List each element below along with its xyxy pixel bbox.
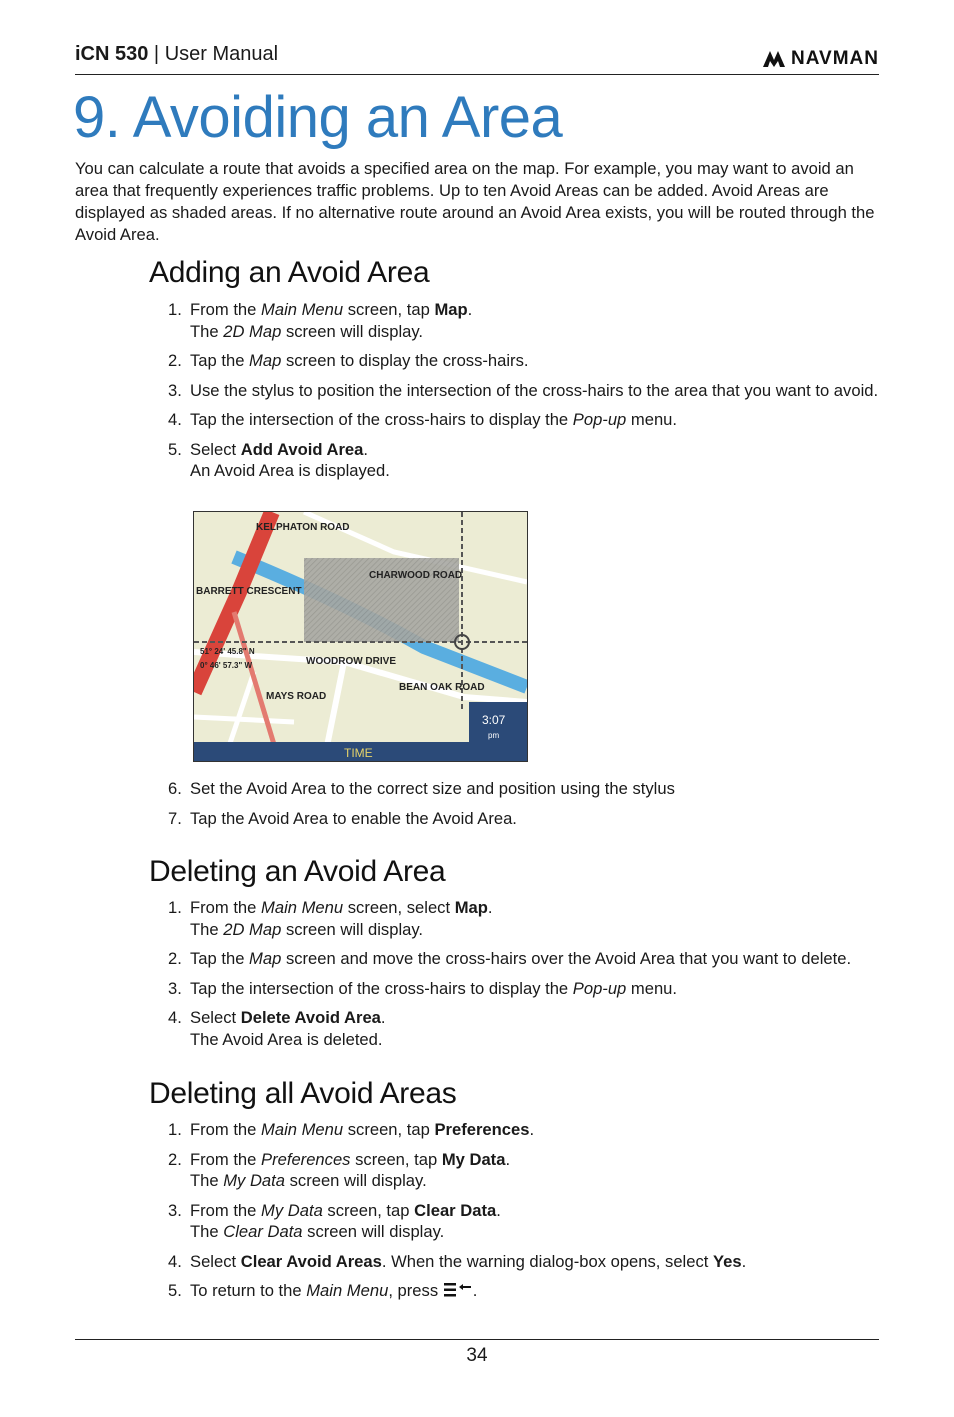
- clock-value: 3:07: [482, 713, 506, 727]
- list-item: 6. Set the Avoid Area to the correct size and position using the stylus: [168, 779, 675, 798]
- header-title: [75, 43, 278, 66]
- heading-deleting-all-avoid-areas: Deleting all Avoid Areas: [149, 1077, 457, 1110]
- deleting-steps: [168, 897, 888, 1058]
- list-item: 1. From the Main Menu screen, select Map. The 2D Map screen will display.: [168, 898, 493, 939]
- page-header: [75, 40, 879, 75]
- list-item: 1. From the Main Menu screen, tap Map. The 2D Map screen will display.: [168, 300, 473, 341]
- list-item: 4. Select Delete Avoid Area. The Avoid Area is deleted.: [168, 1008, 386, 1049]
- adding-steps-part1: [168, 299, 888, 490]
- brand-logo: [761, 48, 879, 70]
- footer-divider: [75, 1339, 879, 1340]
- list-item: 3. Tap the intersection of the cross-hairs to display the Pop-up menu.: [168, 978, 678, 998]
- adding-steps-part2: [168, 778, 888, 837]
- list-item: 7. Tap the Avoid Area to enable the Avoid Area.: [168, 808, 517, 828]
- coord-lat: 51° 24' 45.8" N: [200, 647, 255, 656]
- page-title: 9. Avoiding an Area: [73, 85, 563, 150]
- list-item: 1. From the Main Menu screen, tap Preferences.: [168, 1120, 535, 1139]
- manual-label: User Manual: [164, 43, 279, 65]
- list-item: 2. From the Preferences screen, tap My Data. The My Data screen will display.: [168, 1149, 511, 1190]
- model-name: iCN 530: [75, 43, 149, 65]
- heading-deleting-avoid-area: Deleting an Avoid Area: [149, 855, 446, 888]
- road-label-4: WOODROW DRIVE: [306, 656, 396, 667]
- heading-adding-avoid-area: Adding an Avoid Area: [149, 256, 430, 289]
- list-item: 4. Select Clear Avoid Areas. When the warning dialog-box opens, select Yes.: [168, 1251, 747, 1271]
- road-label-5: BEAN OAK ROAD: [399, 682, 485, 693]
- map-image: [194, 512, 527, 761]
- menu-back-icon: [443, 1282, 473, 1298]
- avoid-area-map-screenshot: [193, 511, 528, 762]
- brand-name: NAVMAN: [791, 48, 879, 69]
- intro-paragraph: You can calculate a route that avoids a specified area on the map. For example, you may want to avoid an area that frequently experiences traffic problems. Up to ten Avoid Areas can be added. Avoid Areas are displayed as shaded areas. If no alternative route around an Avoid Area exists, you will be routed through the Avoid Area.: [75, 159, 875, 244]
- list-item: 5. Select Add Avoid Area. An Avoid Area is displayed.: [168, 439, 390, 480]
- list-item: 2. Tap the Map screen to display the cross-hairs.: [168, 351, 529, 370]
- deleting-all-steps: [168, 1119, 888, 1310]
- list-item: 3. From the My Data screen, tap Clear Data. The Clear Data screen will display.: [168, 1200, 501, 1241]
- list-item: 5. To return to the Main Menu, press .: [168, 1281, 478, 1300]
- list-item: 2. Tap the Map screen and move the cross-hairs over the Avoid Area that you want to delete.: [168, 949, 852, 968]
- road-label-3: BARRETT CRESCENT: [196, 586, 302, 597]
- road-label-6: MAYS ROAD: [266, 691, 327, 702]
- list-item: 4. Tap the intersection of the cross-hairs to display the Pop-up menu.: [168, 410, 678, 429]
- header-separator: |: [148, 43, 165, 65]
- page-number: 34: [466, 1345, 488, 1366]
- time-label: TIME: [344, 746, 373, 760]
- clock-unit: pm: [488, 731, 500, 740]
- coord-lon: 0° 46' 57.3" W: [200, 661, 253, 670]
- navman-logo-icon: [761, 49, 787, 69]
- road-label-2: CHARWOOD ROAD: [369, 570, 463, 581]
- list-item: 3. Use the stylus to position the intersection of the cross-hairs to the area that you want to avoid.: [168, 380, 879, 400]
- road-label-1: KELPHATON ROAD: [256, 522, 350, 533]
